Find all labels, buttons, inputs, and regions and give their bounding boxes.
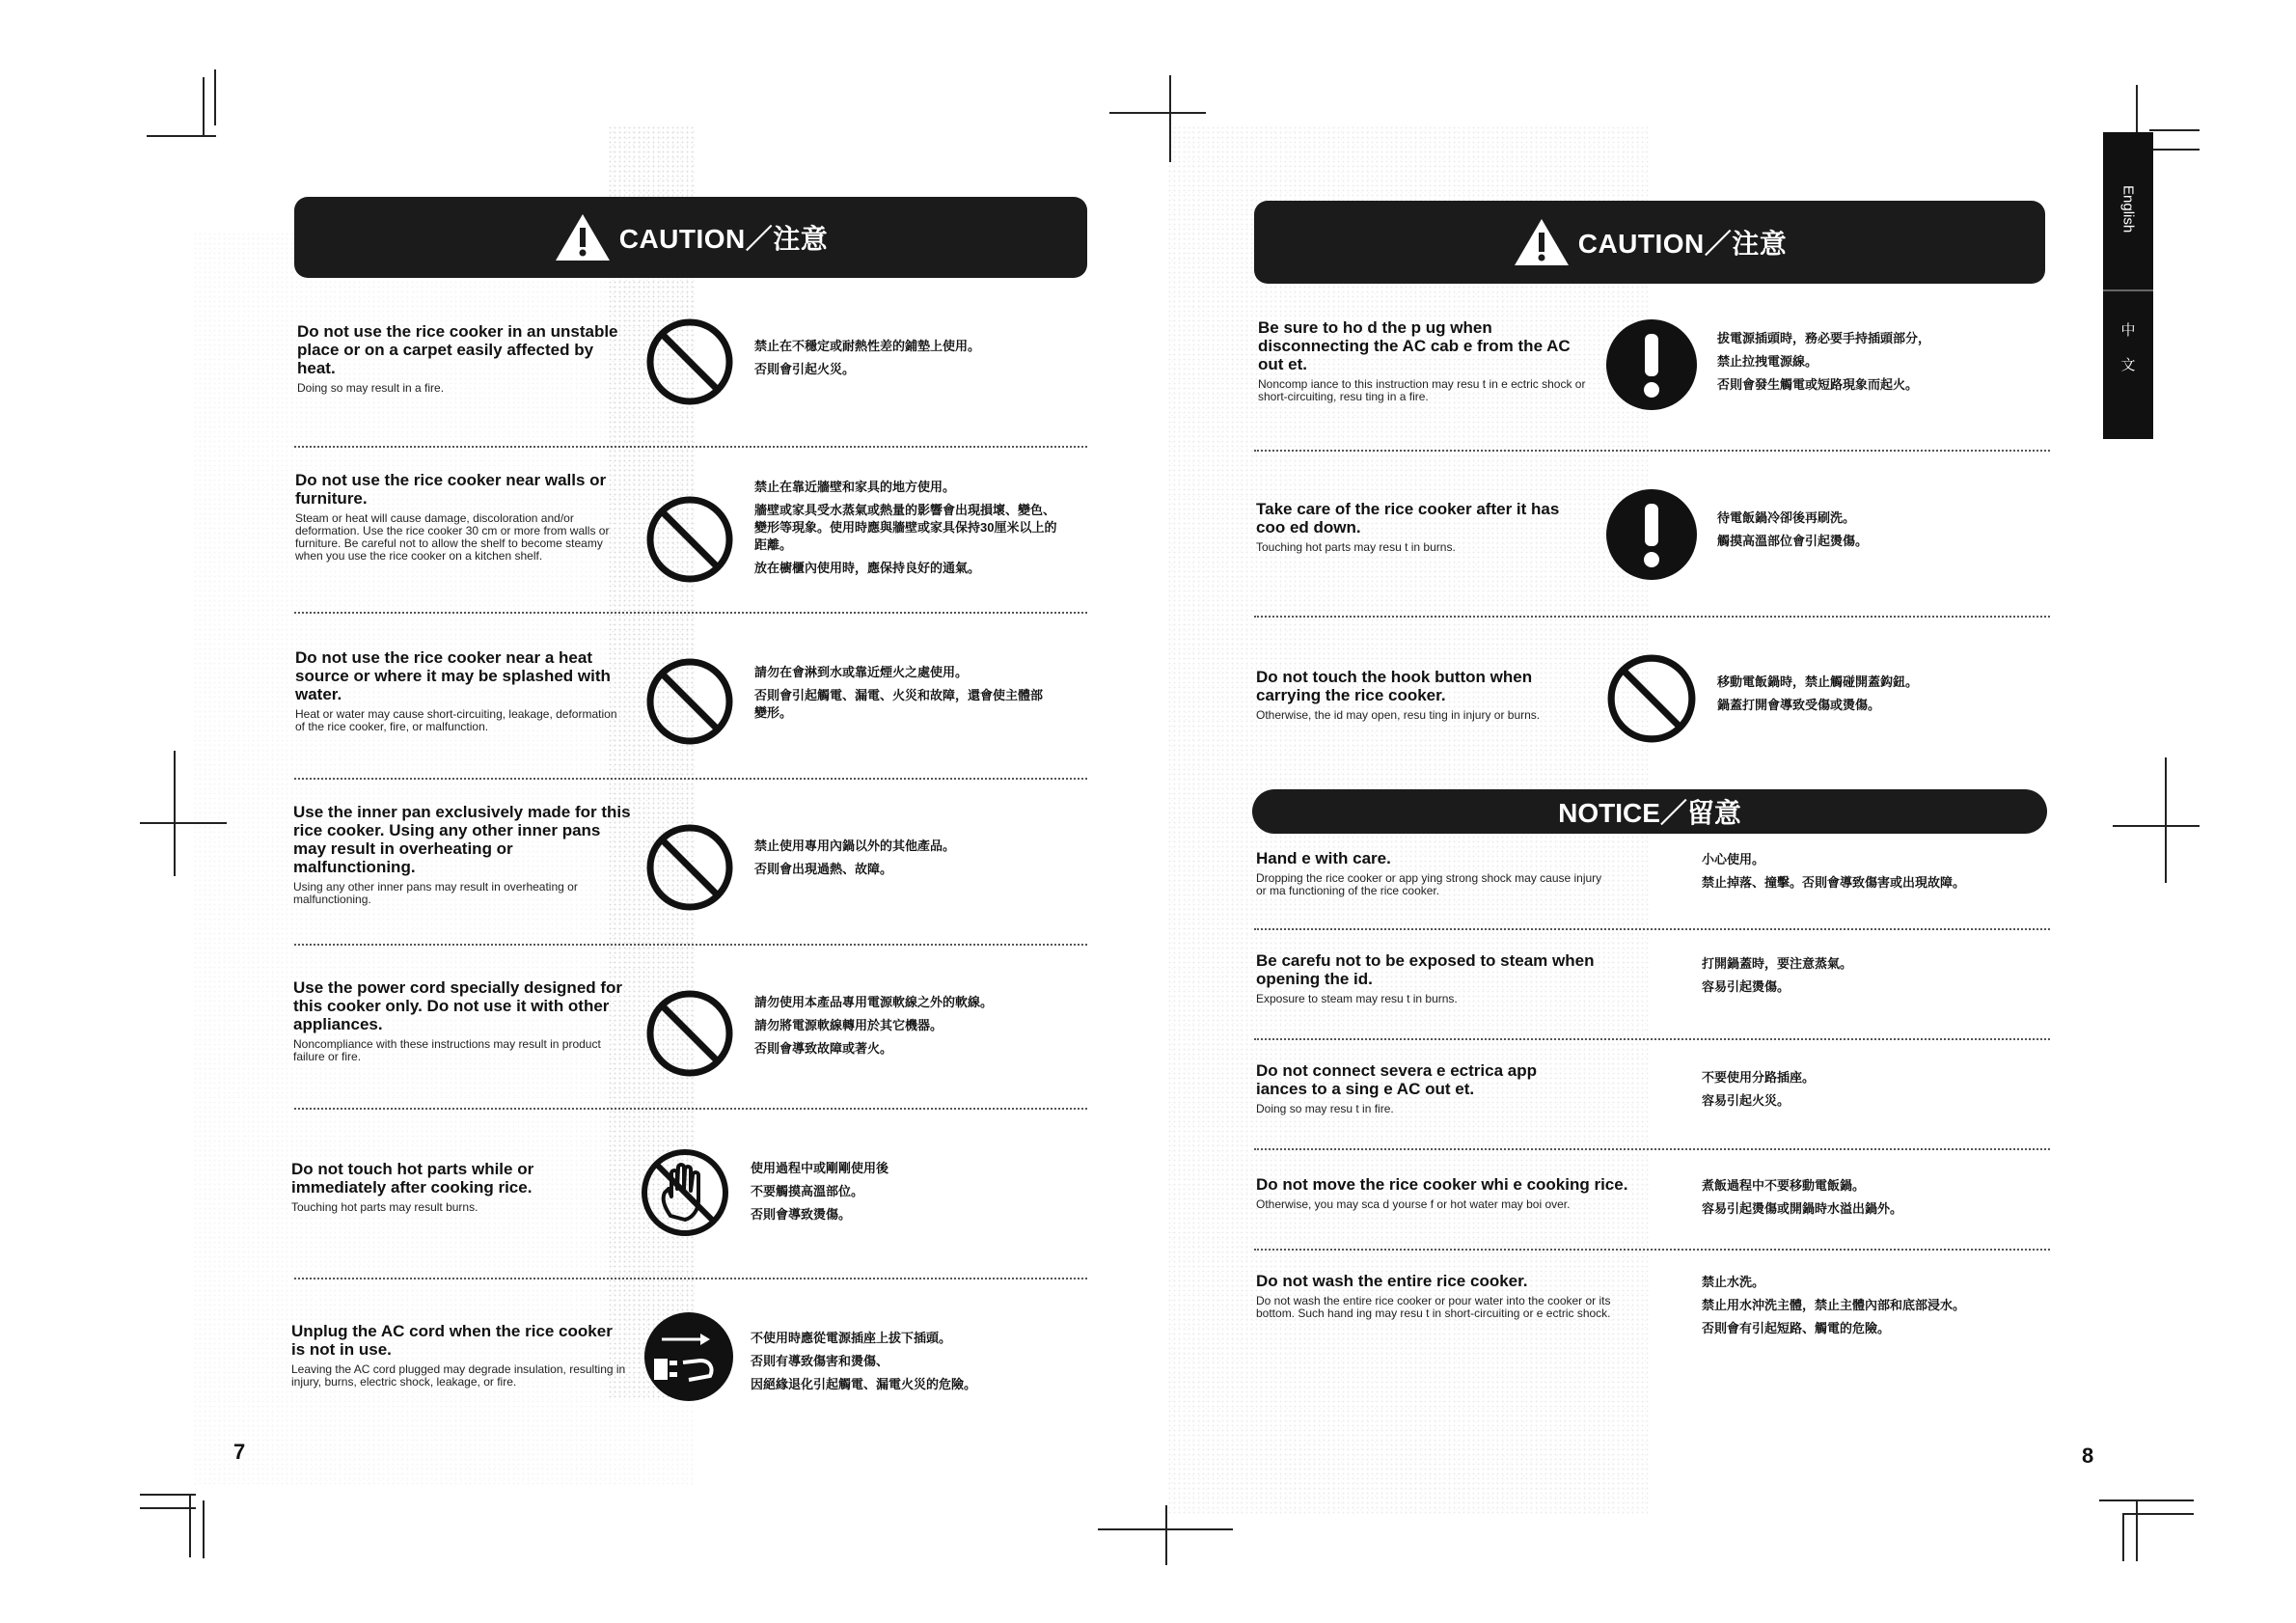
zh-line: 否則會導致燙傷。 <box>751 1207 852 1222</box>
caution-item <box>295 648 625 733</box>
divider <box>1254 616 2050 618</box>
caution-banner-title: CAUTION／注意 <box>1577 229 1788 259</box>
prohibition-icon <box>644 988 735 1079</box>
caution-banner-title: CAUTION／注意 <box>618 224 829 254</box>
notice-banner-title: NOTICE／留意 <box>1558 798 1741 828</box>
divider <box>1254 1148 2050 1150</box>
divider <box>294 1108 1087 1110</box>
divider <box>294 1278 1087 1279</box>
item-body: Doing so may resu t in fire. <box>1256 1102 1394 1115</box>
zh-line: 拔電源插頭時，務必要手持插頭部分， <box>1717 331 1931 345</box>
zh-line: 禁止拉拽電源線。 <box>1717 354 1818 369</box>
prohibition-icon <box>1605 652 1698 745</box>
zh-line: 請勿使用本產品專用電源軟線之外的軟線。 <box>754 995 994 1009</box>
item-heading: Do not use the rice cooker near a heat source or where it may be splashed with water. <box>295 648 611 703</box>
item-heading: Unplug the AC cord when the rice cooker is not in use. <box>291 1322 613 1359</box>
zh-line: 不使用時應從電源插座上拔下插頭。 <box>751 1331 952 1345</box>
zh-line: 容易引起燙傷或開鍋時水溢出鍋外。 <box>1702 1201 1903 1216</box>
prohibition-icon <box>644 656 735 747</box>
item-heading: Do not connect severa e ectrica app iances to a sing e AC out et. <box>1256 1061 1537 1098</box>
item-body: Touching hot parts may result burns. <box>291 1200 478 1214</box>
zh-line: 否則會引起觸電、漏電、火災和故障，還會使主體部變形。 <box>754 688 1044 720</box>
caution-item <box>293 803 631 906</box>
caution-item-zh <box>754 838 1063 878</box>
notice-item-zh <box>1702 1177 2030 1218</box>
zh-line: 因絕緣退化引起觸電、漏電火災的危險。 <box>751 1377 977 1391</box>
language-tab-divider <box>2103 289 2153 291</box>
zh-line: 待電飯鍋冷卻後再刷洗。 <box>1717 510 1856 525</box>
notice-item <box>1256 849 1603 897</box>
warning-triangle-icon <box>554 212 612 262</box>
item-heading: Be sure to ho d the p ug when disconnecting the AC cab e from the AC out et. <box>1258 318 1571 373</box>
zh-line: 否則有導致傷害和燙傷、 <box>751 1354 889 1368</box>
zh-line: 禁止掉落、撞擊。否則會導致傷害或出現故障。 <box>1702 875 1966 890</box>
item-body: Noncompliance with these instructions may result in product failure or fire. <box>293 1037 601 1063</box>
zh-line: 放在櫥櫃內使用時，應保持良好的通氣。 <box>754 561 981 575</box>
item-heading: Use the power cord specially designed for this cooker only. Do not use it with other appliances. <box>293 978 623 1033</box>
zh-line: 請勿將電源軟線轉用於其它機器。 <box>754 1018 943 1032</box>
zh-line: 移動電飯鍋時，禁止觸碰開蓋鈎鈕。 <box>1717 674 1919 689</box>
item-body: Otherwise, the id may open, resu ting in injury or burns. <box>1256 708 1541 722</box>
notice-item-zh <box>1702 1274 2030 1337</box>
divider <box>1254 450 2050 452</box>
zh-line: 禁止在不穩定或耐熱性差的鋪墊上使用。 <box>754 339 981 353</box>
item-body: Touching hot parts may resu t in burns. <box>1256 540 1456 554</box>
notice-item <box>1256 1175 1661 1211</box>
caution-banner <box>1254 201 2045 284</box>
divider <box>294 446 1087 448</box>
zh-line: 煮飯過程中不要移動電飯鍋。 <box>1702 1178 1866 1193</box>
divider <box>1254 928 2050 930</box>
zh-line: 禁止使用專用內鍋以外的其他產品。 <box>754 839 956 853</box>
zh-line: 否則會有引起短路、觸電的危險。 <box>1702 1321 1891 1335</box>
notice-item <box>1256 951 1603 1005</box>
prohibition-icon <box>644 822 735 913</box>
divider <box>294 778 1087 780</box>
zh-line: 不要觸摸高溫部位。 <box>751 1184 864 1198</box>
item-heading: Use the inner pan exclusively made for this rice cooker. Using any other inner pans may result in overheating or malfunctioning. <box>293 803 631 876</box>
caution-item <box>291 1322 629 1389</box>
language-tab-english: English <box>2119 185 2137 234</box>
item-body: Noncomp iance to this instruction may resu t in e ectric shock or short-circuiting, resu ting in a fire. <box>1258 377 1586 403</box>
item-heading: Do not use the rice cooker in an unstable place or on a carpet easily affected by heat. <box>297 322 618 377</box>
item-body: Do not wash the entire rice cooker or pour water into the cooker or its bottom. Such hand ing may resu t in short-circuiting or e ectric shock. <box>1256 1294 1611 1320</box>
divider <box>1254 1249 2050 1251</box>
notice-banner <box>1252 789 2047 834</box>
item-body: Leaving the AC cord plugged may degrade insulation, resulting in injury, burns, electric shock, leakage, or fire. <box>291 1362 626 1389</box>
caution-item-zh <box>1717 674 2007 714</box>
item-body: Otherwise, you may sca d yourse f or hot water may boi over. <box>1256 1197 1571 1211</box>
warning-triangle-icon <box>1513 217 1571 267</box>
caution-item <box>295 471 625 563</box>
language-tab-char: 文 <box>2120 357 2136 373</box>
language-tab-chinese <box>2103 314 2153 383</box>
zh-line: 小心使用。 <box>1702 852 1765 867</box>
mandatory-icon <box>1603 486 1700 583</box>
unplug-icon <box>641 1308 737 1405</box>
zh-line: 禁止用水沖洗主體，禁止主體內部和底部浸水。 <box>1702 1298 1966 1312</box>
divider <box>294 944 1087 946</box>
zh-line: 不要使用分路插座。 <box>1702 1070 1816 1085</box>
item-heading: Do not wash the entire rice cooker. <box>1256 1272 1528 1290</box>
caution-item-zh <box>754 664 1044 722</box>
divider <box>1254 1038 2050 1040</box>
zh-line: 請勿在會淋到水或靠近煙火之處使用。 <box>754 665 969 679</box>
zh-line: 觸摸高溫部位會引起燙傷。 <box>1717 534 1869 548</box>
caution-item-zh <box>751 1160 982 1224</box>
caution-item-zh <box>754 479 1063 577</box>
item-heading: Do not use the rice cooker near walls or furniture. <box>295 471 607 508</box>
item-body: Exposure to steam may resu t in burns. <box>1256 992 1458 1005</box>
item-heading: Do not touch the hook button when carrying the rice cooker. <box>1256 668 1533 704</box>
prohibition-icon <box>644 494 735 585</box>
zh-line: 鍋蓋打開會導致受傷或燙傷。 <box>1717 698 1881 712</box>
page-number: 8 <box>2082 1444 2094 1468</box>
prohibition-icon <box>644 316 735 407</box>
notice-item <box>1256 1061 1545 1115</box>
zh-line: 容易引起火災。 <box>1702 1093 1790 1108</box>
caution-item <box>291 1160 571 1214</box>
caution-item-zh <box>754 338 1073 378</box>
page-number: 7 <box>233 1440 246 1464</box>
item-body: Steam or heat will cause damage, discoloration and/or deformation. Use the rice cooker 30 cm or more from walls or furniture. Be careful not to allow the shelf to become steamy when you use the rice cooker on a kitchen shelf. <box>295 511 610 563</box>
no-touch-icon <box>639 1146 731 1239</box>
divider <box>294 612 1087 614</box>
caution-item <box>1256 668 1584 722</box>
zh-line: 禁止在靠近牆壁和家具的地方使用。 <box>754 480 956 494</box>
zh-line: 否則會導致故障或著火。 <box>754 1041 893 1056</box>
item-body: Doing so may result in a fire. <box>297 381 445 395</box>
zh-line: 容易引起燙傷。 <box>1702 979 1790 994</box>
zh-line: 禁止水洗。 <box>1702 1275 1765 1289</box>
item-body: Heat or water may cause short-circuiting, leakage, deformation of the rice cooker, fire, or malfunction. <box>295 707 617 733</box>
item-heading: Do not touch hot parts while or immediately after cooking rice. <box>291 1160 534 1197</box>
zh-line: 否則會引起火災。 <box>754 362 856 376</box>
zh-line: 否則會發生觸電或短路現象而起火。 <box>1717 377 1919 392</box>
notice-item-zh <box>1702 955 1991 996</box>
zh-line: 牆壁或家具受水蒸氣或熱量的影響會出現損壞、變色、變形等現象。使用時應與牆壁或家具保持30厘米以上的距離。 <box>754 503 1057 552</box>
caution-item <box>1256 500 1584 554</box>
item-heading: Hand e with care. <box>1256 849 1391 867</box>
item-body: Using any other inner pans may result in overheating or malfunctioning. <box>293 880 578 906</box>
item-heading: Be carefu not to be exposed to steam when opening the id. <box>1256 951 1595 988</box>
caution-item <box>1258 318 1586 403</box>
caution-item-zh <box>754 994 1044 1058</box>
caution-item-zh <box>1717 330 2007 394</box>
caution-item-zh <box>751 1330 1059 1393</box>
notice-item-zh <box>1702 1069 1991 1110</box>
zh-line: 否則會出現過熱、故障。 <box>754 862 893 876</box>
language-tab-char: 中 <box>2120 322 2136 339</box>
item-heading: Do not move the rice cooker whi e cooking rice. <box>1256 1175 1628 1194</box>
caution-item <box>297 322 633 395</box>
caution-item-zh <box>1717 509 2007 550</box>
item-body: Dropping the rice cooker or app ying strong shock may cause injury or ma functioning of the rice cooker. <box>1256 871 1602 897</box>
notice-item <box>1256 1272 1632 1320</box>
language-tab <box>2103 132 2153 439</box>
mandatory-icon <box>1603 316 1700 413</box>
caution-banner <box>294 197 1087 278</box>
notice-item-zh <box>1702 851 2030 892</box>
caution-item <box>293 978 631 1063</box>
item-heading: Take care of the rice cooker after it has coo ed down. <box>1256 500 1560 536</box>
zh-line: 打開鍋蓋時，要注意蒸氣。 <box>1702 956 1853 971</box>
zh-line: 使用過程中或剛剛使用後 <box>751 1161 889 1175</box>
